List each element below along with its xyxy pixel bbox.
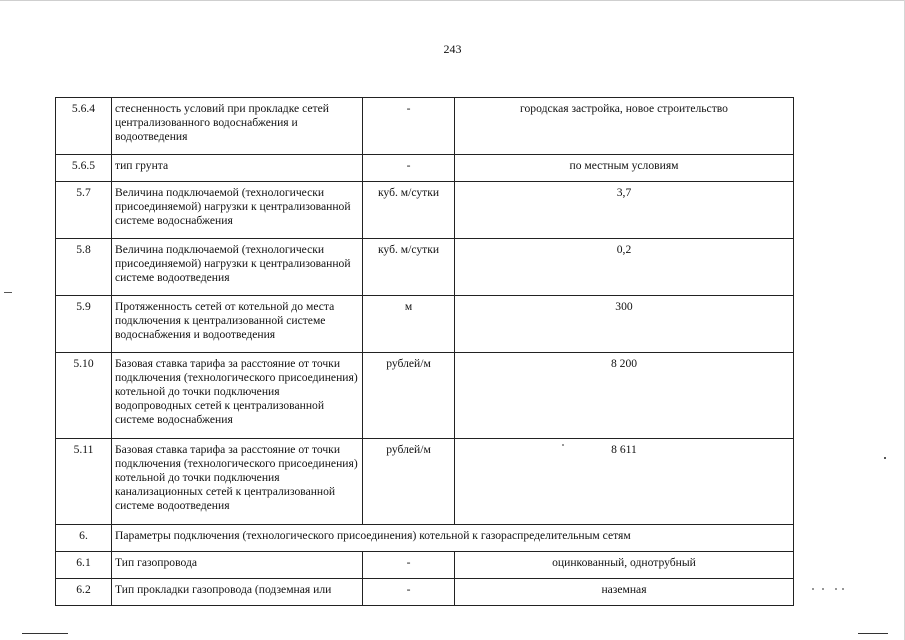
scan-mark-left (4, 292, 12, 293)
row-description: Базовая ставка тарифа за расстояние от точки подключения (технологического присоединения) котельной до точки подключения водопроводных сетей к централизованной системе водоснабжения (112, 353, 363, 439)
scan-dot (562, 444, 564, 446)
row-value: городская застройка, новое строительство (455, 98, 794, 155)
row-number: 6.1 (56, 552, 112, 579)
section-title: Параметры подключения (технологического присоединения) котельной к газораспределительным сетям (112, 525, 794, 552)
row-description: Протяженность сетей от котельной до места подключения к централизованной системе водоснабжения и водоотведения (112, 296, 363, 353)
row-value: 3,7 (455, 182, 794, 239)
table-row (56, 296, 794, 353)
row-value: 300 (455, 296, 794, 353)
scan-dot (835, 588, 837, 590)
row-value: наземная (455, 579, 794, 606)
row-unit: - (363, 552, 455, 579)
scan-dot (822, 588, 824, 590)
scan-dot (842, 588, 844, 590)
row-number: 5.6.4 (56, 98, 112, 155)
row-value: по местным условиям (455, 155, 794, 182)
row-value: 0,2 (455, 239, 794, 296)
row-value: оцинкованный, однотрубный (455, 552, 794, 579)
row-value: 8 611 (455, 439, 794, 525)
row-value: 8 200 (455, 353, 794, 439)
row-number: 6.2 (56, 579, 112, 606)
parameters-table (55, 97, 794, 606)
row-description: Величина подключаемой (технологически присоединяемой) нагрузки к централизованной системе водоотведения (112, 239, 363, 296)
row-unit: рублей/м (363, 439, 455, 525)
row-unit: - (363, 98, 455, 155)
table-row (56, 579, 794, 606)
row-unit: куб. м/сутки (363, 182, 455, 239)
scan-dot (812, 588, 814, 590)
row-description: стесненность условий при прокладке сетей централизованного водоснабжения и водоотведения (112, 98, 363, 155)
row-description: Тип прокладки газопровода (подземная или (112, 579, 363, 606)
row-number: 5.11 (56, 439, 112, 525)
row-unit: рублей/м (363, 353, 455, 439)
table-row (56, 239, 794, 296)
row-description: Величина подключаемой (технологически присоединяемой) нагрузки к централизованной системе водоснабжения (112, 182, 363, 239)
table-row (56, 98, 794, 155)
table-row (56, 552, 794, 579)
row-description: тип грунта (112, 155, 363, 182)
row-unit: м (363, 296, 455, 353)
row-number: 5.10 (56, 353, 112, 439)
table-row (56, 439, 794, 525)
row-number: 5.7 (56, 182, 112, 239)
row-unit: - (363, 579, 455, 606)
table-row (56, 155, 794, 182)
table-row (56, 353, 794, 439)
row-number: 5.6.5 (56, 155, 112, 182)
row-number: 5.8 (56, 239, 112, 296)
row-number: 5.9 (56, 296, 112, 353)
page-number: 243 (443, 42, 462, 56)
scan-mark-bottom-right (858, 633, 888, 634)
page-top-edge (0, 0, 905, 1)
section-number: 6. (56, 525, 112, 552)
scan-mark-bottom-left (22, 633, 68, 634)
section-row (56, 525, 794, 552)
row-unit: - (363, 155, 455, 182)
row-description: Базовая ставка тарифа за расстояние от точки подключения (технологического присоединения) котельной до точки подключения канализационных сетей к централизованной системе водоотведения (112, 439, 363, 525)
table-row (56, 182, 794, 239)
scan-mark-right (884, 457, 886, 459)
row-unit: куб. м/сутки (363, 239, 455, 296)
row-description: Тип газопровода (112, 552, 363, 579)
